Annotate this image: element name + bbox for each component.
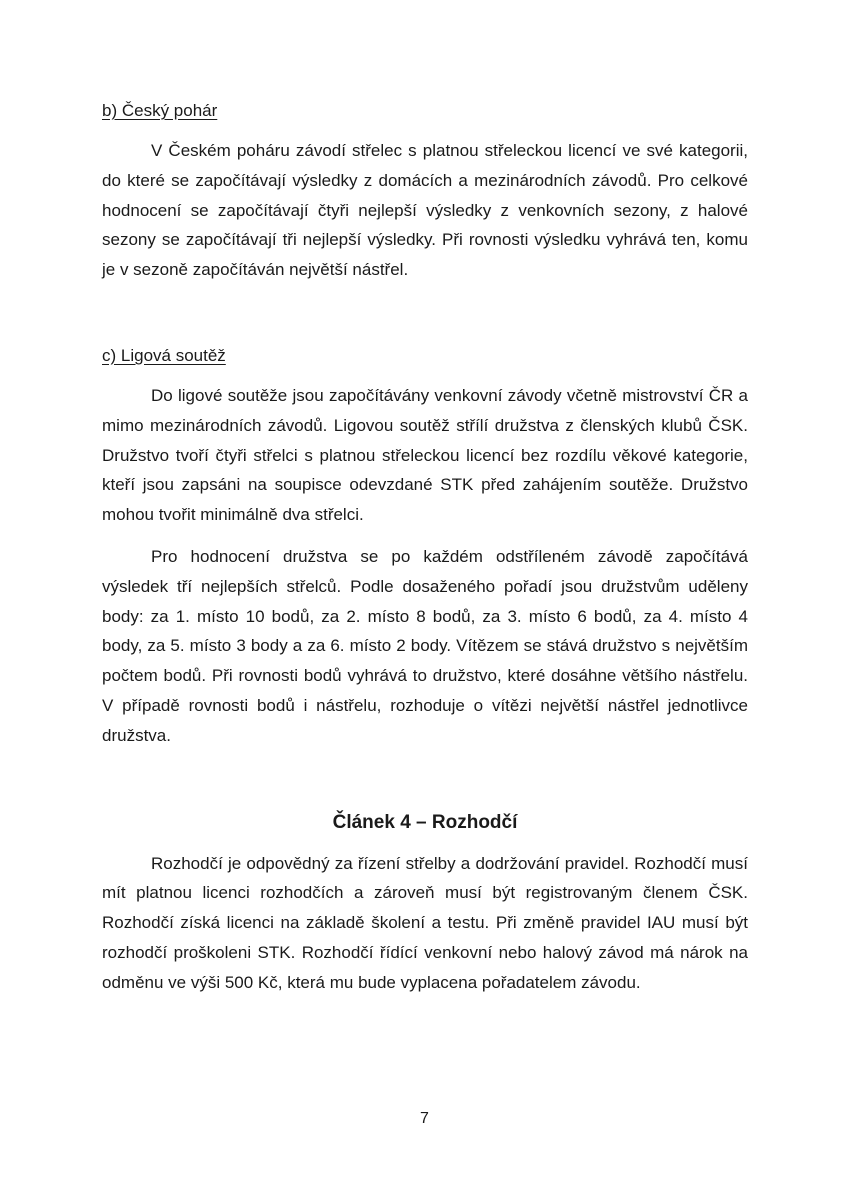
document-page: [102, 96, 748, 998]
section-heading-cesky-pohar: b) Český pohár: [102, 101, 218, 120]
section-heading-ligova-soutez: c) Ligová soutěž: [102, 345, 226, 365]
page-number: 7: [420, 1110, 429, 1127]
paragraph-cesky-pohar: V Českém poháru závodí střelec s platnou střeleckou licencí ve své kategorii, do které se započítávají výsledky z domácích a mezinárodních závodů. Pro celkové hodnocení se započítávají čtyři nejlepší výsledky z venkovních sezony, z halové sezony se započítávají tři nejlepší výsledky. Při rovnosti výsledku vyhrává ten, komu je v sezoně započítáván největší nástřel.: [102, 141, 748, 280]
paragraph-ligova-soutez-1: Do ligové soutěže jsou započítávány venkovní závody včetně mistrovství ČR a mimo mezinárodních závodů. Ligovou soutěž střílí družstva z členských klubů ČSK. Družstvo tvoří čtyři střelci s platnou střeleckou licencí bez rozdílu věkové kategorie, kteří jsou zapsáni na soupisce odevzdané STK před zahájením soutěže. Družstvo mohou tvořit minimálně dva střelci.: [102, 385, 748, 525]
paragraph-rozhodci: Rozhodčí je odpovědný za řízení střelby a dodržování pravidel. Rozhodčí musí mít platnou licenci rozhodčích a zároveň musí být registrovaným členem ČSK. Rozhodčí získá licenci na základě školení a testu. Při změně pravidel IAU musí být rozhodčí proškoleni STK. Rozhodčí řídící venkovní nebo halový závod má nárok na odměnu ve výši 500 Kč, která mu bude vyplacena pořadatelem závodu.: [102, 853, 748, 992]
paragraph-ligova-soutez-2: Pro hodnocení družstva se po každém odstříleném závodě započítává výsledek tří nejlepších střelců. Podle dosaženého pořadí jsou družstvům uděleny body: za 1. místo 10 bodů, za 2. místo 8 bodů, za 3. místo 6 bodů, za 4. místo 4 body, za 5. místo 3 body a za 6. místo 2 body. Vítězem se stává družstvo s největším počtem bodů. Při rovnosti bodů vyhrává to družstvo, které dosáhne většího nástřelu. V případě rovnosti bodů i nástřelu, rozhoduje o vítězi největší nástřel jednotlivce družstva.: [102, 546, 748, 745]
article-heading-rozhodci: Článek 4 – Rozhodčí: [332, 811, 518, 833]
